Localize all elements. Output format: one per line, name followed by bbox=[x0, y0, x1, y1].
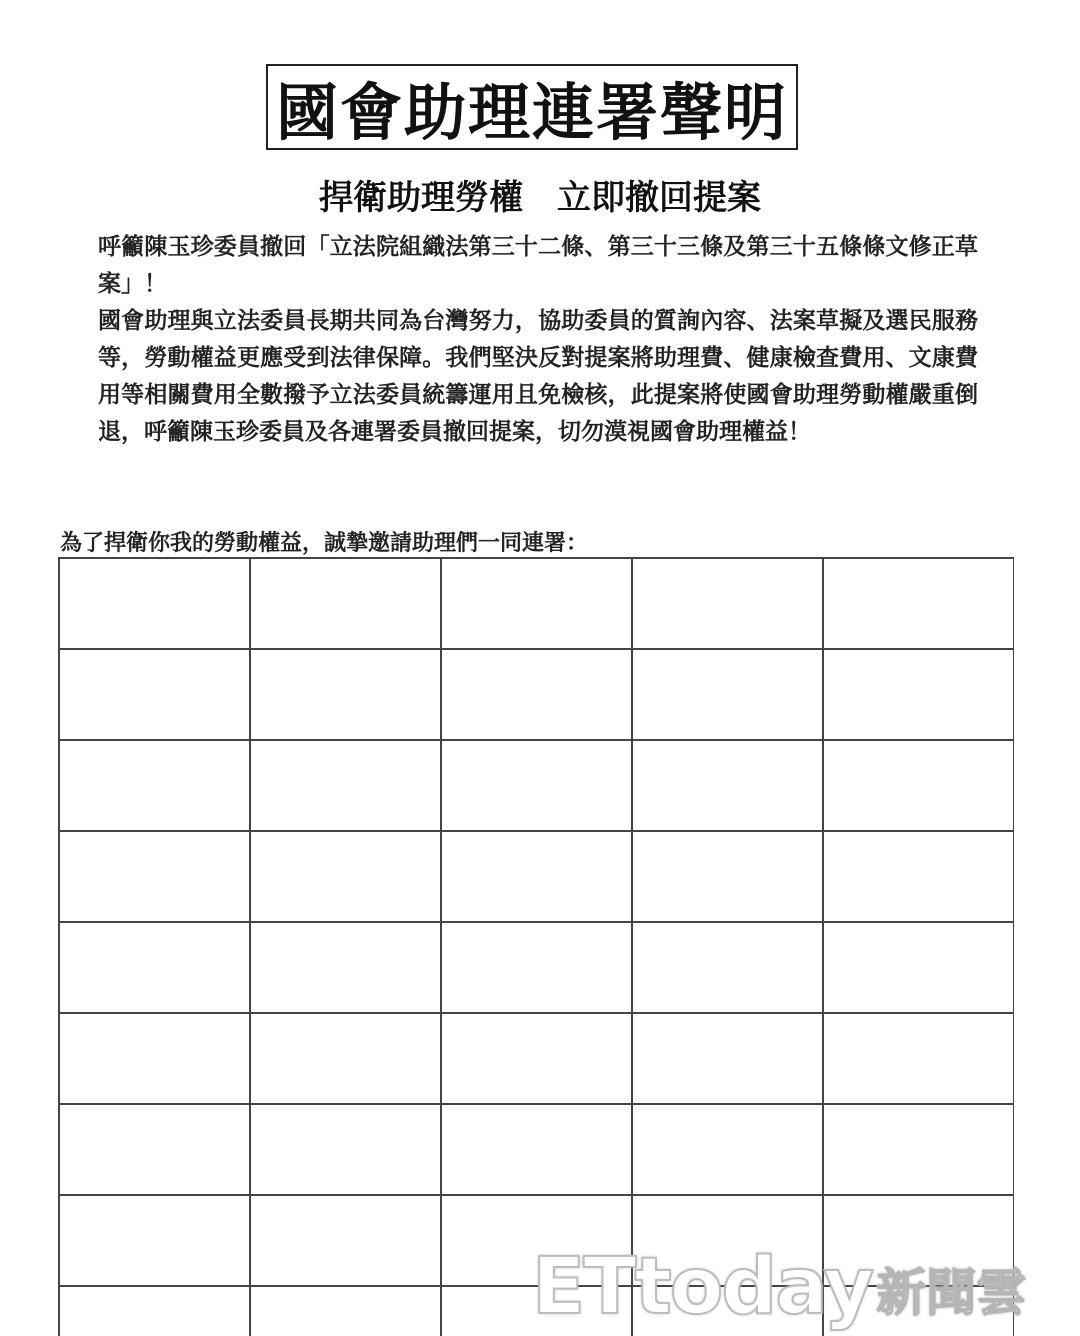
signature-cell bbox=[441, 922, 632, 1013]
signature-row bbox=[59, 558, 1014, 649]
ettoday-watermark-logo bbox=[532, 1236, 1062, 1332]
signature-cell bbox=[250, 1286, 441, 1336]
signature-cell bbox=[59, 649, 250, 740]
signature-cell bbox=[632, 1013, 823, 1104]
signature-cell bbox=[441, 558, 632, 649]
statement-paragraph-1: 呼籲陳玉珍委員撤回「立法院組織法第三十二條、第三十三條及第三十五條條文修正草案」！ bbox=[98, 233, 978, 297]
signature-cell bbox=[632, 1104, 823, 1195]
signature-cell bbox=[250, 922, 441, 1013]
signature-row bbox=[59, 1104, 1014, 1195]
signature-cell bbox=[250, 1104, 441, 1195]
document-subtitle: 捍衛助理勞權 立即撤回提案 bbox=[319, 178, 761, 218]
signature-cell bbox=[250, 831, 441, 922]
signature-cell bbox=[250, 558, 441, 649]
signature-table bbox=[58, 557, 1014, 1336]
signature-cell bbox=[441, 1013, 632, 1104]
document-title: 國會助理連署聲明 bbox=[266, 64, 798, 150]
signature-cell bbox=[823, 831, 1014, 922]
watermark-cjk: 新聞雲 bbox=[876, 1264, 1027, 1322]
signature-cell bbox=[823, 1104, 1014, 1195]
signature-cell bbox=[441, 740, 632, 831]
signature-row bbox=[59, 649, 1014, 740]
signature-cell bbox=[823, 922, 1014, 1013]
signature-cell bbox=[59, 1104, 250, 1195]
signature-cell bbox=[823, 558, 1014, 649]
signature-cell bbox=[632, 740, 823, 831]
signature-row bbox=[59, 922, 1014, 1013]
signature-cell bbox=[441, 649, 632, 740]
signature-cell bbox=[632, 922, 823, 1013]
signature-cell bbox=[632, 649, 823, 740]
signature-cell bbox=[59, 922, 250, 1013]
signature-cell bbox=[59, 1286, 250, 1336]
signature-cell bbox=[250, 1013, 441, 1104]
signature-cell bbox=[632, 831, 823, 922]
signature-cell bbox=[441, 1104, 632, 1195]
signature-row bbox=[59, 1013, 1014, 1104]
statement-paragraph-2: 國會助理與立法委員長期共同為台灣努力，協助委員的質詢內容、法案草擬及選民服務等，勞動權益更應受到法律保障。我們堅決反對提案將助理費、健康檢查費用、文康費用等相關費用全數撥予立法委員統籌運用且免檢核，此提案將使國會助理勞動權嚴重倒退，呼籲陳玉珍委員及各連署委員撤回提案，切勿漠視國會助理權益！ bbox=[98, 307, 978, 445]
signature-cell bbox=[59, 1195, 250, 1286]
signature-cell bbox=[823, 649, 1014, 740]
signature-cell bbox=[441, 831, 632, 922]
signature-cell bbox=[59, 558, 250, 649]
signature-cell bbox=[823, 740, 1014, 831]
signature-cell bbox=[59, 740, 250, 831]
signature-cell bbox=[250, 1195, 441, 1286]
watermark-latin: ETtoday bbox=[532, 1242, 873, 1332]
signature-cell bbox=[59, 1013, 250, 1104]
signature-cell bbox=[250, 740, 441, 831]
signature-cell bbox=[823, 1013, 1014, 1104]
signature-cell bbox=[250, 649, 441, 740]
signature-cell bbox=[59, 831, 250, 922]
statement-body bbox=[98, 228, 978, 450]
signature-invitation: 為了捍衛你我的勞動權益，誠摯邀請助理們一同連署： bbox=[60, 530, 589, 556]
signature-cell bbox=[632, 558, 823, 649]
signature-row bbox=[59, 740, 1014, 831]
signature-row bbox=[59, 831, 1014, 922]
